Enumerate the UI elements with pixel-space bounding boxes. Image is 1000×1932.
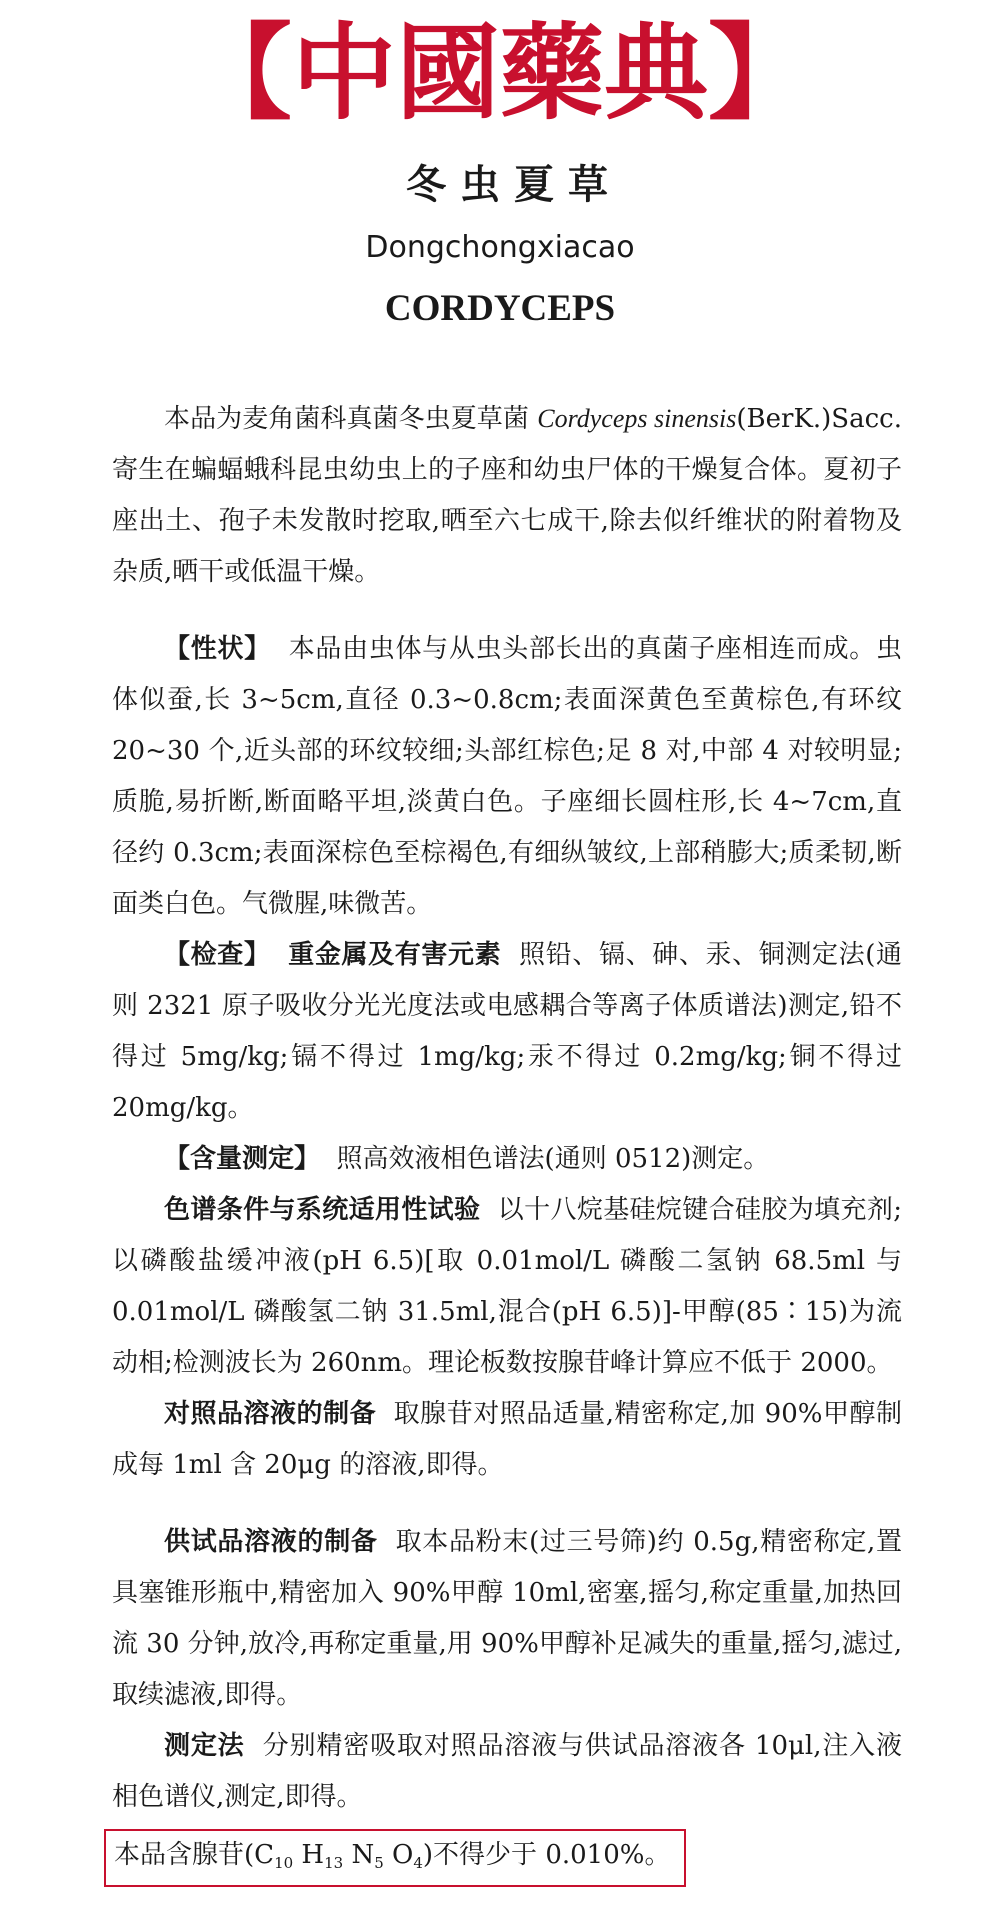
reference-solution-paragraph (112, 1389, 902, 1491)
description-paragraph (112, 624, 902, 930)
formula-o-count: 4 (413, 1854, 423, 1872)
formula-c: C (254, 1840, 275, 1870)
inspection-subtitle: 重金属及有害元素 (288, 940, 502, 970)
inspection-label: 【检查】 (164, 940, 271, 970)
method-paragraph (112, 1721, 902, 1823)
monograph-latin-name: CORDYCEPS (384, 288, 616, 329)
method-label: 测定法 (164, 1731, 245, 1761)
header-title: 中國藥典 (291, 12, 708, 134)
chromatography-paragraph (112, 1185, 902, 1389)
formula-n-count: 5 (374, 1854, 384, 1872)
test-solution-text: 取本品粉末(过三号筛)约 0.5g,精密称定,置具塞锥形瓶中,精密加入 90%甲醇 10ml,密塞,摇匀,称定重量,加热回流 30 分钟,放冷,再称定重量,用 90%甲醇补足减失的重量,摇匀,滤过,取续滤液,即得。 (112, 1527, 902, 1710)
intro-text-after: (BerK.)Sacc. 寄生在蝙蝠蛾科昆虫幼虫上的子座和幼虫尸体的干燥复合体。夏初子座出土、孢子未发散时挖取,晒至六七成干,除去似纤维状的附着物及杂质,晒干或低温干燥。 (112, 404, 902, 587)
header-bracket-close: 】 (708, 12, 813, 134)
formula-h: H (301, 1840, 325, 1870)
test-solution-paragraph (112, 1517, 902, 1721)
intro-text-before: 本品为麦角菌科真菌冬虫夏草菌 (164, 404, 538, 434)
inspection-text: 照铅、镉、砷、汞、铜测定法(通则 2321 原子吸收分光光度法或电感耦合等离子体质谱法)测定,铅不得过 5mg/kg;镉不得过 1mg/kg;汞不得过 0.2mg/kg;铜不得过 20mg/kg。 (112, 940, 902, 1123)
pharmacopoeia-header (0, 12, 1000, 134)
monograph-body (112, 393, 902, 1887)
reference-solution-text: 取腺苷对照品适量,精密称定,加 90%甲醇制成每 1ml 含 20μg 的溶液,即得。 (112, 1399, 902, 1480)
assay-label: 【含量测定】 (164, 1144, 321, 1174)
formula-h-count: 13 (324, 1854, 344, 1872)
conclusion-paragraph (112, 1823, 902, 1887)
test-solution-label: 供试品溶液的制备 (164, 1527, 378, 1557)
conclusion-suffix: )不得少于 0.010%。 (422, 1840, 671, 1870)
chromatography-label: 色谱条件与系统适用性试验 (164, 1195, 481, 1225)
conclusion-prefix: 本品含腺苷( (114, 1840, 255, 1870)
monograph-chinese-name: 冬虫夏草 (406, 162, 622, 208)
reference-solution-label: 对照品溶液的制备 (164, 1399, 377, 1429)
formula-n: N (351, 1840, 375, 1870)
formula-o: O (392, 1840, 414, 1870)
chromatography-text: 以十八烷基硅烷键合硅胶为填充剂;以磷酸盐缓冲液(pH 6.5)[取 0.01mol/L 磷酸二氢钠 68.5ml 与 0.01mol/L 磷酸氢二钠 31.5ml,混合(pH 6.5)]-甲醇(85∶15)为流动相;检测波长为 260nm。理论板数按腺苷峰计算应不低于 2000。 (112, 1195, 903, 1378)
formula-c-count: 10 (274, 1854, 294, 1872)
assay-text: 照高效液相色谱法(通则 0512)测定。 (336, 1144, 770, 1174)
intro-paragraph (112, 393, 902, 598)
header-bracket-open: 【 (187, 12, 292, 134)
assay-paragraph (112, 1134, 902, 1185)
method-text: 分别精密吸取对照品溶液与供试品溶液各 10μl,注入液相色谱仪,测定,即得。 (112, 1731, 902, 1812)
conclusion-highlight-box (104, 1829, 686, 1887)
description-label: 【性状】 (164, 634, 271, 664)
inspection-paragraph (112, 930, 902, 1134)
species-name: Cordyceps sinensis (537, 404, 737, 433)
monograph-pinyin: Dongchongxiacao (365, 230, 635, 265)
description-text: 本品由虫体与从虫头部长出的真菌子座相连而成。虫体似蚕,长 3~5cm,直径 0.3~0.8cm;表面深黄色至黄棕色,有环纹 20~30 个,近头部的环纹较细;头部红棕色;足 8 对,中部 4 对较明显;质脆,易折断,断面略平坦,淡黄白色。子座细长圆柱形,长 4~7cm,直径约 0.3cm;表面深棕色至棕褐色,有细纵皱纹,上部稍膨大;质柔韧,断面类白色。气微腥,味微苦。 (112, 634, 902, 919)
